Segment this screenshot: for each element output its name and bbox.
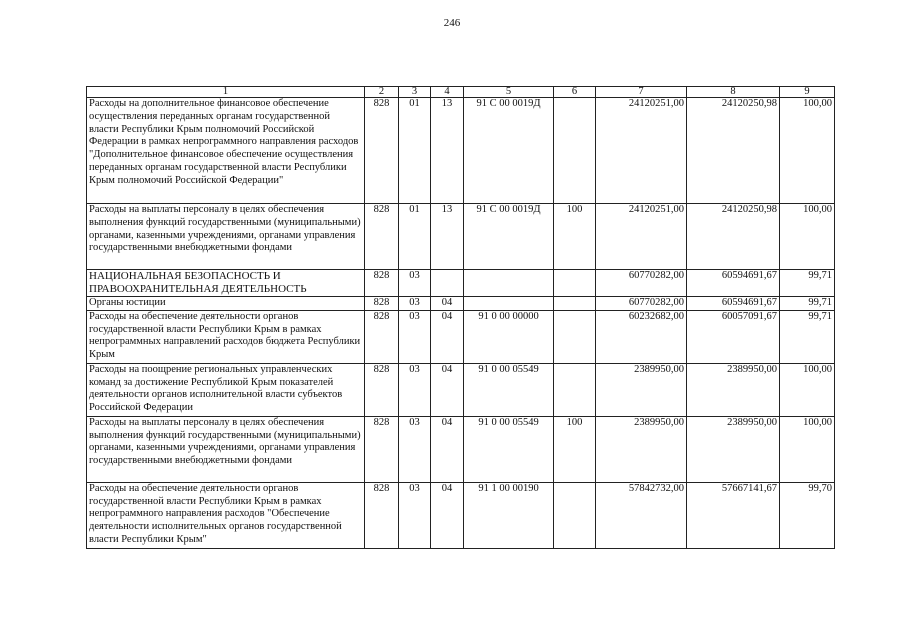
cell-approved-amount: 60770282,00	[596, 297, 687, 311]
cell-approved-amount: 57842732,00	[596, 482, 687, 548]
cell-target-article: 91 С 00 0019Д	[464, 98, 554, 204]
cell-subsection: 04	[431, 297, 464, 311]
cell-ministry-code: 828	[365, 98, 399, 204]
cell-ministry-code: 828	[365, 482, 399, 548]
row-name: Расходы на поощрение региональных управленческих команд за достижение Республикой Крым показателей деятельности органов исполнительной власти субъектов Российской Федерации	[87, 363, 365, 416]
cell-expense-type	[554, 482, 596, 548]
cell-executed-amount: 60057091,67	[687, 310, 780, 363]
table-row	[87, 416, 835, 482]
header-cell: 2	[365, 87, 399, 98]
page-number: 246	[443, 17, 461, 29]
cell-percent: 100,00	[780, 98, 835, 204]
header-row	[87, 87, 835, 98]
cell-ministry-code: 828	[365, 416, 399, 482]
cell-percent: 100,00	[780, 204, 835, 270]
header-cell: 1	[87, 87, 365, 98]
cell-expense-type	[554, 270, 596, 297]
cell-percent: 99,71	[780, 297, 835, 311]
cell-ministry-code: 828	[365, 363, 399, 416]
budget-table	[86, 86, 835, 549]
cell-subsection: 13	[431, 98, 464, 204]
cell-target-article: 91 0 00 05549	[464, 363, 554, 416]
row-name: Расходы на выплаты персоналу в целях обеспечения выполнения функций государственными (муниципальными) органами, казенными учреждениями, органами управления государственными внебюджетными фондами	[87, 416, 365, 482]
cell-expense-type: 100	[554, 204, 596, 270]
cell-section: 01	[399, 204, 431, 270]
cell-expense-type	[554, 297, 596, 311]
header-cell: 8	[687, 87, 780, 98]
row-name: Расходы на выплаты персоналу в целях обеспечения выполнения функций государственными (муниципальными) органами, казенными учреждениями, органами управления государственными внебюджетными фондами	[87, 204, 365, 270]
header-cell: 3	[399, 87, 431, 98]
cell-section: 03	[399, 416, 431, 482]
cell-approved-amount: 2389950,00	[596, 416, 687, 482]
cell-subsection: 04	[431, 363, 464, 416]
cell-section: 03	[399, 482, 431, 548]
cell-approved-amount: 60232682,00	[596, 310, 687, 363]
table-row	[87, 270, 835, 297]
cell-percent: 99,71	[780, 270, 835, 297]
cell-section: 01	[399, 98, 431, 204]
table-row	[87, 98, 835, 204]
cell-executed-amount: 2389950,00	[687, 363, 780, 416]
cell-expense-type: 100	[554, 416, 596, 482]
table-row	[87, 310, 835, 363]
cell-target-article: 91 С 00 0019Д	[464, 204, 554, 270]
table-row	[87, 204, 835, 270]
cell-target-article	[464, 297, 554, 311]
cell-target-article	[464, 270, 554, 297]
cell-percent: 99,71	[780, 310, 835, 363]
cell-target-article: 91 0 00 05549	[464, 416, 554, 482]
cell-approved-amount: 24120251,00	[596, 98, 687, 204]
header-cell: 7	[596, 87, 687, 98]
cell-percent: 99,70	[780, 482, 835, 548]
cell-executed-amount: 60594691,67	[687, 270, 780, 297]
table-row	[87, 363, 835, 416]
cell-target-article: 91 1 00 00190	[464, 482, 554, 548]
cell-percent: 100,00	[780, 363, 835, 416]
cell-subsection: 13	[431, 204, 464, 270]
cell-subsection: 04	[431, 482, 464, 548]
cell-section: 03	[399, 297, 431, 311]
row-name: Расходы на обеспечение деятельности органов государственной власти Республики Крым в рамках непрограммных направлений расходов бюджета Республики Крым	[87, 310, 365, 363]
cell-executed-amount: 2389950,00	[687, 416, 780, 482]
cell-executed-amount: 60594691,67	[687, 297, 780, 311]
cell-ministry-code: 828	[365, 297, 399, 311]
header-cell: 9	[780, 87, 835, 98]
cell-section: 03	[399, 270, 431, 297]
row-name: Органы юстиции	[87, 297, 365, 311]
cell-subsection: 04	[431, 416, 464, 482]
table-row	[87, 482, 835, 548]
cell-executed-amount: 57667141,67	[687, 482, 780, 548]
cell-subsection: 04	[431, 310, 464, 363]
cell-target-article: 91 0 00 00000	[464, 310, 554, 363]
cell-expense-type	[554, 98, 596, 204]
cell-approved-amount: 24120251,00	[596, 204, 687, 270]
row-name: Расходы на обеспечение деятельности органов государственной власти Республики Крым в рамках непрограммного направления расходов "Обеспечение деятельности исполнительных органов государственной власти Республики Крым"	[87, 482, 365, 548]
cell-approved-amount: 60770282,00	[596, 270, 687, 297]
cell-approved-amount: 2389950,00	[596, 363, 687, 416]
header-cell: 6	[554, 87, 596, 98]
cell-ministry-code: 828	[365, 204, 399, 270]
cell-section: 03	[399, 310, 431, 363]
cell-ministry-code: 828	[365, 310, 399, 363]
cell-section: 03	[399, 363, 431, 416]
table-row	[87, 297, 835, 311]
cell-expense-type	[554, 363, 596, 416]
cell-percent: 100,00	[780, 416, 835, 482]
cell-expense-type	[554, 310, 596, 363]
cell-subsection	[431, 270, 464, 297]
row-name: Расходы на дополнительное финансовое обеспечение осуществления переданных органам государственной власти Республики Крым полномочий Российской Федерации в рамках непрограммного направления расходов "Дополнительное финансовое обеспечение осуществления переданных органам государственной власти Республики Крым полномочий Российской Федерации"	[87, 98, 365, 204]
header-cell: 5	[464, 87, 554, 98]
cell-ministry-code: 828	[365, 270, 399, 297]
cell-executed-amount: 24120250,98	[687, 204, 780, 270]
cell-executed-amount: 24120250,98	[687, 98, 780, 204]
row-name: НАЦИОНАЛЬНАЯ БЕЗОПАСНОСТЬ И ПРАВООХРАНИТЕЛЬНАЯ ДЕЯТЕЛЬНОСТЬ	[87, 270, 365, 297]
header-cell: 4	[431, 87, 464, 98]
